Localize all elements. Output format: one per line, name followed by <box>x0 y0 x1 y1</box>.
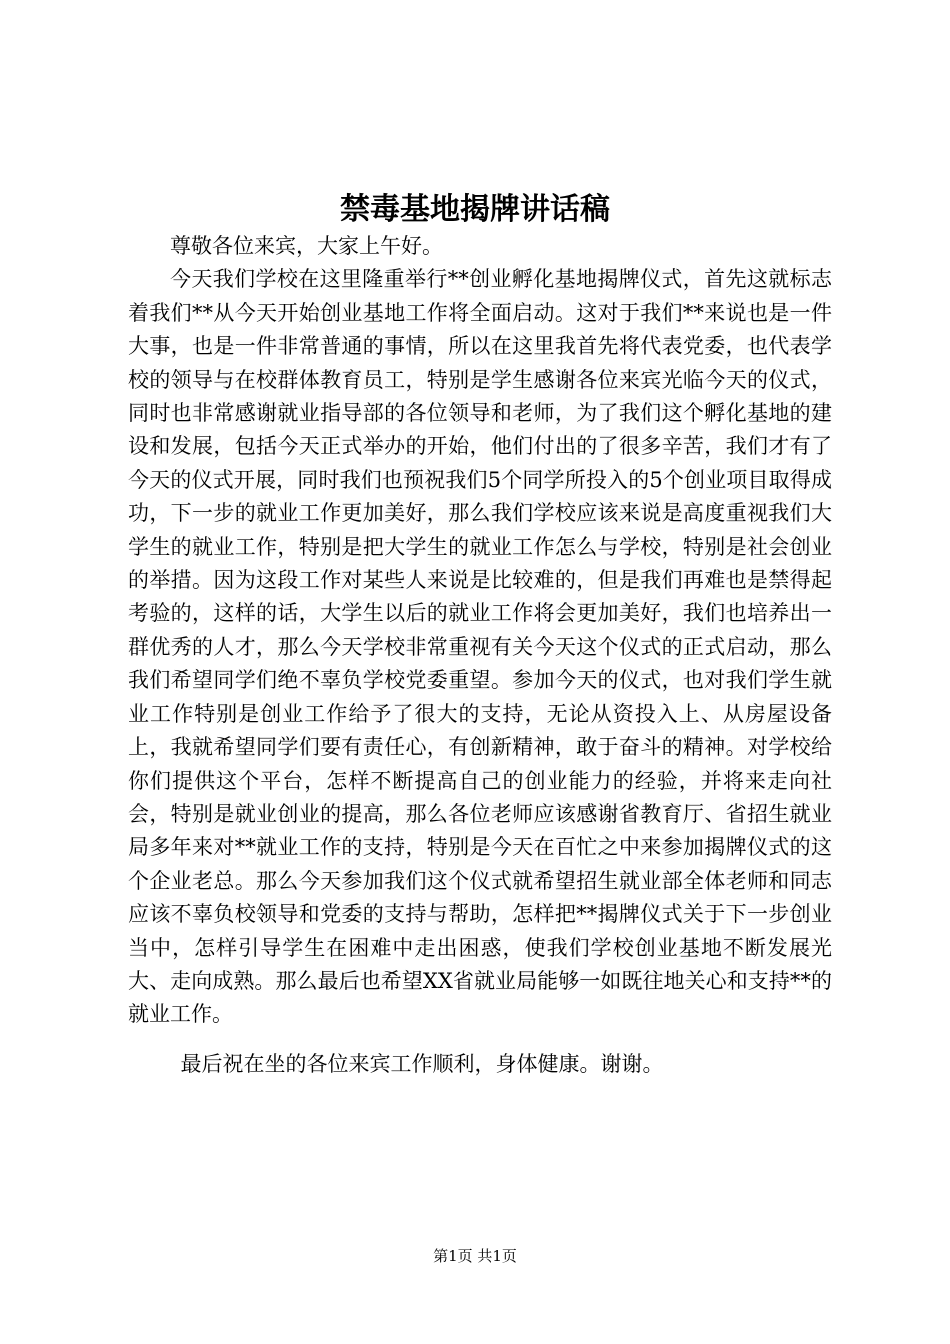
greeting-paragraph: 尊敬各位来宾，大家上午好。 <box>170 234 443 258</box>
main-paragraph: 今天我们学校在这里隆重举行**创业孵化基地揭牌仪式，首先这就标志着我们**从今天开始创业基地工作将全面启动。这对于我们**来说也是一件大事，也是一件非常普通的事情，所以在这里我首先将代表党委，也代表学校的领导与在校群体教育员工，特别是学生感谢各位来宾光临今天的仪式，同时也非常感谢就业指导部的各位领导和老师，为了我们这个孵化基地的建设和发展，包括今天正式举办的开始，他们付出的了很多辛苦，我们才有了今天的仪式开展，同时我们也预祝我们5个同学所投入的5个创业项目取得成功，下一步的就业工作更加美好，那么我们学校应该来说是高度重视我们大学生的就业工作，特别是把大学生的就业工作怎么与学校，特别是社会创业的举措。因为这段工作对某些人来说是比较难的，但是我们再难也是禁得起考验的，这样的话，大学生以后的就业工作将会更加美好，我们也培养出一群优秀的人才，那么今天学校非常重视有关今天这个仪式的正式启动，那么我们希望同学们绝不辜负学校党委重望。参加今天的仪式，也对我们学生就业工作特别是创业工作给予了很大的支持，无论从资投入上、从房屋设备上，我就希望同学们要有责任心，有创新精神，敢于奋斗的精神。对学校给你们提供这个平台，怎样不断提高自己的创业能力的经验，并将来走向社会，特别是就业创业的提高，那么各位老师应该感谢省教育厅、省招生就业局多年来对**就业工作的支持，特别是今天在百忙之中来参加揭牌仪式的这个企业老总。那么今天参加我们这个仪式就希望招生就业部全体老师和同志应该不辜负校领导和党委的支持与帮助，怎样把**揭牌仪式关于下一步创业当中，怎样引导学生在困难中走出困惑，使我们学校创业基地不断发展光大、走向成熟。那么最后也希望XX省就业局能够一如既往地关心和支持**的就业工作。 <box>128 267 832 1027</box>
document-body <box>128 230 832 1081</box>
closing-paragraph: 最后祝在坐的各位来宾工作顺利，身体健康。谢谢。 <box>180 1051 664 1076</box>
page-footer: 第1页 共1页 <box>433 1247 517 1265</box>
document-title: 禁毒基地揭牌讲话稿 <box>340 192 610 227</box>
